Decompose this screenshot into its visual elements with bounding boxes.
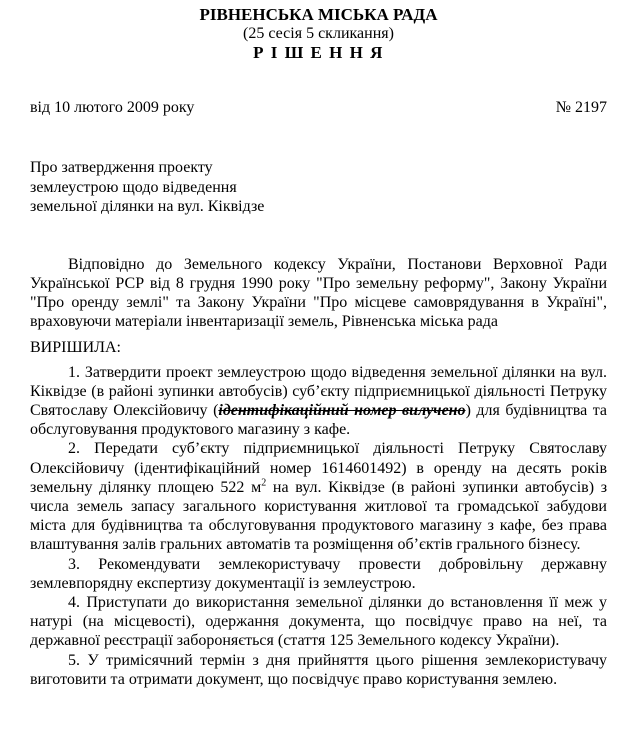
subject-line-1: Про затвердження проекту xyxy=(30,159,213,176)
item2-superscript: 2 xyxy=(261,477,267,489)
document-number: № 2197 xyxy=(555,99,607,116)
session-info: (25 сесія 5 скликання) xyxy=(243,25,394,42)
item1-text-pre: 1. Затвердити проект землеустрою щодо відведення земельної ділянки на вул. Кіквідзе (в районі зупинки автобусів) суб’єкту підприємницької діяльності Петруку Святославу Олексійовичу ( xyxy=(30,363,607,419)
meta-row xyxy=(30,98,607,118)
subject-line-2: землеустрою щодо відведення xyxy=(30,178,237,196)
resolution-item-4: 4. Приступати до використання земельної ділянки до встановлення її меж у натурі (на місцевості), одержання документа, що посвідчує право на неї, та державної реєстрації забороняється (стаття 125 Земельного кодексу України). xyxy=(30,593,607,650)
item1-redacted-text: ідентифікаційний номер вилучено xyxy=(218,401,466,419)
preamble-paragraph: Відповідно до Земельного кодексу України, Постанови Верховної Ради Української РСР від 8 грудня 1990 року "Про земельну реформу", Закону України "Про оренду землі" та Закону України "Про місцеве самоврядування в Україні", враховуючи матеріали інвентаризації земель, Рівненська міська рада xyxy=(30,255,607,331)
resolution-item-3: 3. Рекомендувати землекористувачу провести добровільну державну землевпорядну експертизу документації із землеустрою. xyxy=(30,555,607,592)
subject-line-3: земельної ділянки на вул. Кіквідзе xyxy=(30,198,265,215)
document-type-title: Р І Ш Е Н Н Я xyxy=(253,43,384,62)
resolution-item-5: 5. У тримісячний термін з дня прийняття цього рішення землекористувачу виготовити та отримати документ, що посвідчує право користування землею. xyxy=(30,651,607,688)
resolution-items xyxy=(30,363,607,689)
item1-text-post: ) для будівництва та обслуговування продуктового магазину з кафе. xyxy=(30,401,608,439)
resolved-label: ВИРІШИЛА: xyxy=(30,339,121,357)
subject-block xyxy=(30,158,607,217)
item2-text-pre: 2. Передати суб’єкту підприємницької діяльності Петруку Святославу Олексійовичу (ідентифікаційний номер 1614601492) в оренду на десять років земельну ділянку площею 522 м xyxy=(30,440,607,496)
document-header xyxy=(30,5,607,62)
organization-name: РІВНЕНСЬКА МІСЬКА РАДА xyxy=(199,5,438,24)
item2-text-post: на вул. Кіквідзе (в районі зупинки автобусів) з числа земель запасу загального користування житлової та громадської забудови міста для будівництва та обслуговування продуктового магазину з кафе, без права влаштування залів гральних автоматів та розміщення об’єктів грального бізнесу. xyxy=(30,478,608,554)
resolution-item-2 xyxy=(30,439,607,554)
resolution-item-1 xyxy=(30,363,607,440)
document-date: від 10 лютого 2009 року xyxy=(30,99,195,116)
